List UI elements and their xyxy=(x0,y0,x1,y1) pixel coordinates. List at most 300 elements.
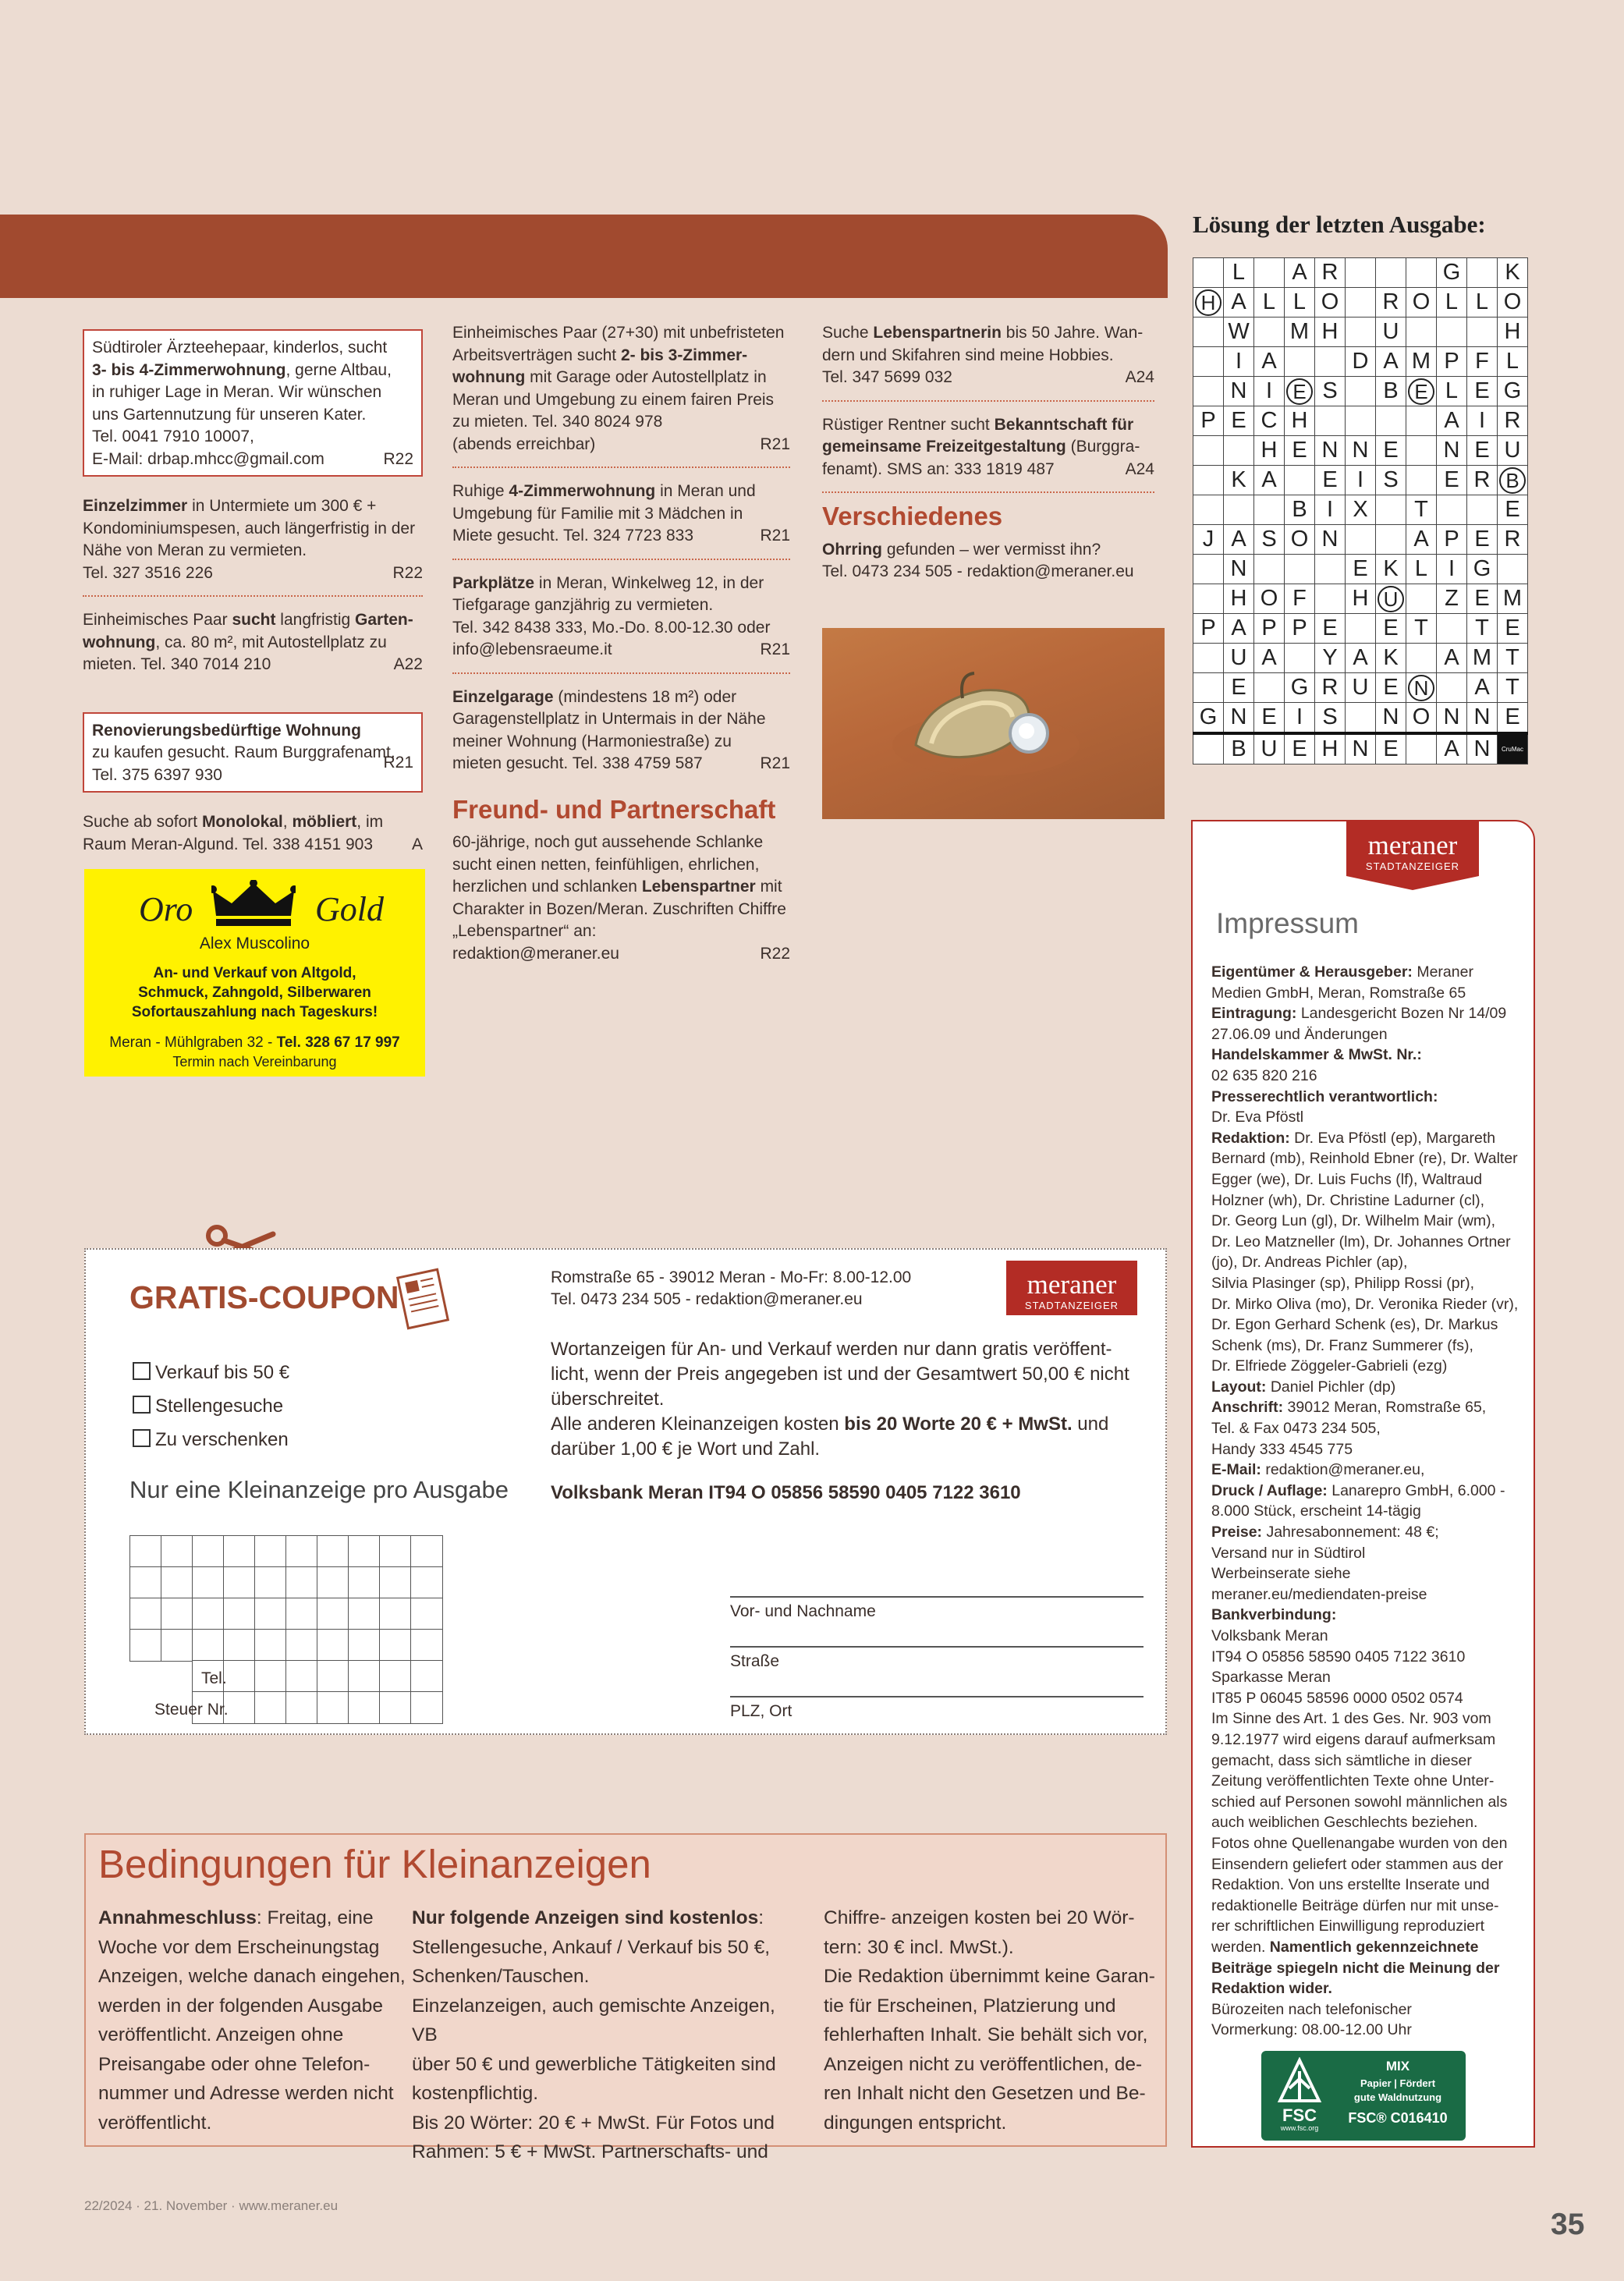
gold-termin: Termin nach Vereinbarung xyxy=(172,1054,337,1070)
crossword-cell: H xyxy=(1254,436,1285,466)
impressum-text-segment: 9.12.1977 wird eigens darauf aufmerksam xyxy=(1211,1730,1496,1748)
crossword-cell: N xyxy=(1467,703,1498,734)
coupon-tel: Tel. 0473 234 505 - redaktion@meraner.eu xyxy=(551,1290,863,1308)
crossword-cell xyxy=(1193,466,1224,495)
impressum-text-segment: Daniel Pichler (dp) xyxy=(1266,1378,1396,1396)
ad-text: in Meran, Winkelweg 12, in der xyxy=(538,573,764,592)
impressum-bold: Namentlich gekennzeichnete xyxy=(1269,1938,1479,1956)
crossword-cell xyxy=(1346,258,1376,288)
word-grid-cell[interactable] xyxy=(379,1566,412,1599)
impressum-text-segment: Dr. Elfriede Zöggeler-Gabrieli (ezg) xyxy=(1211,1357,1448,1375)
word-grid-cell[interactable] xyxy=(129,1566,162,1599)
word-grid-cell[interactable] xyxy=(317,1629,349,1662)
impressum-text-segment: Dr. Egon Gerhard Schenk (es), Dr. Markus xyxy=(1211,1316,1498,1334)
bedingungen-box xyxy=(84,1833,1167,2162)
crossword-cell: T xyxy=(1467,614,1498,644)
word-grid-cell[interactable] xyxy=(129,1535,162,1568)
word-grid-cell[interactable] xyxy=(285,1598,318,1630)
word-grid-cell[interactable] xyxy=(379,1660,412,1693)
word-grid-cell[interactable] xyxy=(348,1535,381,1568)
ad-oro-gold xyxy=(84,869,425,1077)
crossword-cell: G xyxy=(1437,258,1467,288)
crossword-cell: N xyxy=(1376,703,1406,734)
impressum-text-segment: Jahresabonnement: 48 €; xyxy=(1262,1524,1439,1541)
crossword-cell xyxy=(1285,644,1315,673)
coupon-info: licht, wenn der Preis angegeben ist und der Gesamtwert 50,00 € nicht xyxy=(551,1364,1129,1385)
impressum-text-segment: auch weiblichen Geschlechts beziehen. xyxy=(1211,1814,1478,1832)
ad-text: Einheimisches Paar (27+30) mit unbefristeten xyxy=(452,324,785,342)
word-grid-cell[interactable] xyxy=(192,1566,225,1599)
ad-text: Charakter in Bozen/Meran. Zuschriften Chiffre xyxy=(452,899,786,918)
bed-text: veröffentlicht. xyxy=(98,2112,212,2134)
word-grid-cell[interactable] xyxy=(285,1629,318,1662)
ad-text: fenamt). SMS an: 333 1819 487 xyxy=(822,459,1055,478)
crossword-cell: N xyxy=(1315,525,1346,555)
ad-ohrring xyxy=(822,539,1154,594)
gold-word-gold: Gold xyxy=(315,890,384,928)
bed-text: Rahmen: 5 € + MwSt. Partnerschafts- und xyxy=(412,2141,768,2162)
impressum-text-segment: Zeitung veröffentlichten Texte ohne Unter- xyxy=(1211,1772,1495,1790)
word-grid-cell[interactable] xyxy=(379,1535,412,1568)
crossword-cell: A xyxy=(1346,644,1376,673)
crossword-cell: E xyxy=(1224,406,1254,436)
ad-text: Umgebung für Familie mit 3 Mädchen in xyxy=(452,504,743,523)
word-grid-cell[interactable] xyxy=(223,1660,256,1693)
crossword-cell: L xyxy=(1406,555,1437,584)
crossword-cell: E xyxy=(1254,703,1285,734)
gold-line: Schmuck, Zahngold, Silberwaren xyxy=(138,984,371,1001)
crossword-cell xyxy=(1193,317,1224,347)
word-grid-cell[interactable] xyxy=(254,1598,287,1630)
plz-label: PLZ, Ort xyxy=(730,1702,792,1720)
crossword-cell: P xyxy=(1437,347,1467,377)
crossword-cell xyxy=(1285,347,1315,377)
crossword-cell: S xyxy=(1315,703,1346,734)
gold-address: Meran - Mühlgraben 32 - xyxy=(109,1034,273,1051)
impressum-text-segment: IT94 O 05856 58590 0405 7122 3610 xyxy=(1211,1648,1466,1666)
checkbox[interactable] xyxy=(133,1396,151,1414)
impressum-box xyxy=(1191,820,1535,2148)
impressum-bold: E-Mail: xyxy=(1211,1461,1261,1479)
word-grid-cell[interactable] xyxy=(192,1629,225,1662)
ad-text: Tel. 327 3516 226 xyxy=(83,563,213,582)
crossword-cell: U xyxy=(1346,673,1376,703)
word-grid-cell[interactable] xyxy=(348,1691,381,1724)
crossword-row xyxy=(1193,466,1528,495)
crossword-cell: W xyxy=(1224,317,1254,347)
name-label: Vor- und Nachname xyxy=(730,1602,876,1620)
ad-code: R21 xyxy=(760,754,790,772)
ad-text: langfristig xyxy=(280,611,351,629)
crossword-cell: K xyxy=(1224,466,1254,495)
section-title-verschiedenes: Verschiedenes xyxy=(822,502,1003,530)
crossword-cell: K xyxy=(1376,555,1406,584)
bed-text: Schenken/Tauschen. xyxy=(412,1966,590,1987)
crossword-cell: E xyxy=(1467,525,1498,555)
crossword-cell: P xyxy=(1193,614,1224,644)
crossword-cell xyxy=(1346,377,1376,406)
ad-code: A24 xyxy=(1125,459,1154,478)
impressum-text-segment: Egger (we), Dr. Luis Fuchs (lf), Waltraud xyxy=(1211,1170,1483,1188)
bed-text: Anzeigen nicht zu veröffentlichen, de- xyxy=(824,2053,1143,2075)
word-grid-cell[interactable] xyxy=(223,1629,256,1662)
crossword-cell xyxy=(1254,495,1285,525)
option-verkauf[interactable] xyxy=(133,1356,289,1389)
ad-text: Kondominiumspesen, auch längerfristig in der xyxy=(83,519,416,537)
ad-bold: Lebenspartner xyxy=(641,878,756,896)
impressum-title: Impressum xyxy=(1216,907,1359,939)
ad-lebenspartner xyxy=(452,832,790,976)
impressum-text-segment: 02 635 820 216 xyxy=(1211,1066,1317,1084)
bed-text: veröffentlicht. Anzeigen ohne xyxy=(98,2024,344,2045)
crossword-row xyxy=(1193,644,1528,673)
checkbox[interactable] xyxy=(133,1362,151,1380)
ad-bold: 4-Zimmerwohnung xyxy=(509,482,656,500)
crossword-cell: E xyxy=(1406,377,1437,406)
word-grid-cell[interactable] xyxy=(192,1535,225,1568)
impressum-text-segment: Dr. Eva Pföstl xyxy=(1211,1109,1304,1126)
crossword-row xyxy=(1193,377,1528,406)
ad-text: uns Gartennutzung für unseren Kater. xyxy=(92,405,367,424)
impressum-text-segment: Dr. Leo Matzneller (lm), Dr. Johannes Ortner xyxy=(1211,1233,1511,1250)
ad-bold: Parkplätze xyxy=(452,573,535,592)
ad-gartenwohnung xyxy=(83,609,423,700)
word-grid-cell[interactable] xyxy=(161,1598,193,1630)
crossword-cell: E xyxy=(1376,436,1406,466)
ad-text: mit xyxy=(760,878,782,896)
word-grid-cell[interactable] xyxy=(161,1566,193,1599)
impressum-bold: Bankverbindung: xyxy=(1211,1606,1337,1624)
crossword-cell: L xyxy=(1437,288,1467,317)
footer-issue: 22/2024 · 21. November · www.meraner.eu xyxy=(84,2198,339,2213)
crossword-cell: O xyxy=(1254,584,1285,614)
bed-text: : xyxy=(758,1907,764,1928)
crossword-cell: N xyxy=(1224,377,1254,406)
meraner-logo xyxy=(1346,821,1479,876)
crossword-cell: T xyxy=(1498,644,1528,673)
coupon-info: Wortanzeigen für An- und Verkauf werden nur dann gratis veröffent- xyxy=(551,1339,1112,1360)
word-grid-cell[interactable] xyxy=(254,1535,287,1568)
ad-text: dern und Skifahren sind meine Hobbies. xyxy=(822,346,1114,364)
word-grid-cell[interactable] xyxy=(317,1535,349,1568)
coupon-info: überschreitet. xyxy=(551,1389,665,1410)
checkbox[interactable] xyxy=(133,1429,151,1447)
crossword-cell xyxy=(1315,347,1346,377)
crossword-cell: I xyxy=(1467,406,1498,436)
impressum-text-segment: gemacht, dass sich sämtliche in dieser xyxy=(1211,1751,1472,1769)
bed-text: Stellengesuche, Ankauf / Verkauf bis 50 €, xyxy=(412,1936,771,1958)
crossword-cell xyxy=(1346,288,1376,317)
street-label: Straße xyxy=(730,1652,780,1670)
crossword-cell xyxy=(1193,377,1224,406)
ad-text: Nähe von Meran zu vermieten. xyxy=(83,541,307,559)
gold-line: An- und Verkauf von Altgold, xyxy=(153,965,356,981)
crossword-cell: E xyxy=(1346,555,1376,584)
crossword-row xyxy=(1193,495,1528,525)
crossword-cell: U xyxy=(1224,644,1254,673)
bed-text: kostenpflichtig. xyxy=(412,2083,539,2104)
crossword-cell xyxy=(1437,495,1467,525)
crossword-cell xyxy=(1254,555,1285,584)
crossword-cell: H xyxy=(1315,317,1346,347)
word-grid-cell[interactable] xyxy=(223,1598,256,1630)
word-grid-cell[interactable] xyxy=(254,1691,287,1724)
crossword-cell xyxy=(1254,258,1285,288)
word-grid-cell[interactable] xyxy=(192,1598,225,1630)
crossword-cell: E xyxy=(1467,377,1498,406)
word-grid-cell[interactable] xyxy=(285,1566,318,1599)
impressum-text-segment: redaktionelle Beiträge dürfen nur mit unse- xyxy=(1211,1896,1499,1914)
ad-parkplaetze xyxy=(452,573,790,674)
crossword-cell: I xyxy=(1437,555,1467,584)
crossword-cell: M xyxy=(1498,584,1528,614)
word-grid-cell[interactable] xyxy=(410,1629,443,1662)
ad-einzelzimmer xyxy=(83,495,423,597)
crossword-cell: E xyxy=(1285,733,1315,764)
ad-bold: Einzelzimmer xyxy=(83,497,188,515)
crossword-cell xyxy=(1315,584,1346,614)
impressum-text xyxy=(1211,962,1526,2041)
impressum-text-segment: Schenk (ms), Dr. Franz Summerer (fs), xyxy=(1211,1336,1473,1354)
crossword-cell xyxy=(1467,495,1498,525)
impressum-text-segment: Dr. Mirko Oliva (mo), Dr. Veronika Rieder (vr), xyxy=(1211,1295,1519,1313)
ad-text: „Lebenspartner“ an: xyxy=(452,922,597,940)
word-grid-cell[interactable] xyxy=(410,1598,443,1630)
solution-title: Lösung der letzten Ausgabe: xyxy=(1193,211,1486,238)
word-grid-cell[interactable] xyxy=(348,1598,381,1630)
word-grid-cell[interactable] xyxy=(161,1629,193,1662)
ad-text: zu mieten. Tel. 340 8024 978 xyxy=(452,413,663,431)
crossword-cell: N xyxy=(1346,733,1376,764)
bed-text: Einzelanzeigen, auch gemischte Anzeigen, VB xyxy=(412,1995,775,2045)
word-grid-cell[interactable] xyxy=(254,1629,287,1662)
crossword-cell: A xyxy=(1285,258,1315,288)
crossword-cell: A xyxy=(1437,733,1467,764)
coupon-price: bis 20 Worte 20 € + MwSt. xyxy=(844,1414,1073,1435)
ad-text: , ca. 80 m², mit Autostellplatz zu xyxy=(155,633,387,651)
word-grid-cell[interactable] xyxy=(254,1660,287,1693)
crossword-cell: A xyxy=(1254,347,1285,377)
crossword-cell: E xyxy=(1376,673,1406,703)
bed-text: nummer und Adresse werden nicht xyxy=(98,2083,394,2104)
crossword-cell xyxy=(1406,466,1437,495)
impressum-text-segment: Bürozeiten nach telefonischer xyxy=(1211,2000,1412,2018)
impressum-bold: Eintragung: xyxy=(1211,1005,1297,1023)
ad-code: R21 xyxy=(760,435,790,453)
ad-text: Meran und Umgebung zu einem fairen Preis xyxy=(452,390,775,409)
impressum-bold: Anschrift: xyxy=(1211,1399,1284,1417)
ad-text: bis 50 Jahre. Wan- xyxy=(1005,324,1144,342)
impressum-text-segment: werden. xyxy=(1211,1938,1270,1956)
bed-text: Woche vor dem Erscheinungstag xyxy=(98,1936,380,1958)
word-grid-cell[interactable] xyxy=(285,1691,318,1724)
ad-text: in Untermiete um 300 € + xyxy=(192,497,377,515)
word-entry-grid[interactable] xyxy=(129,1535,769,1722)
bed-text: ren Inhalt nicht den Gesetzen und Be- xyxy=(824,2083,1146,2104)
ad-code: R22 xyxy=(392,563,423,582)
crossword-cell: L xyxy=(1498,347,1528,377)
ad-text: gefunden – wer vermisst ihn? xyxy=(886,540,1101,559)
street-line[interactable] xyxy=(730,1646,1144,1648)
crossword-row xyxy=(1193,703,1528,734)
word-grid-cell[interactable] xyxy=(410,1691,443,1724)
ad-email: redaktion@meraner.eu xyxy=(452,944,619,963)
word-grid-cell[interactable] xyxy=(379,1629,412,1662)
crossword-cell xyxy=(1254,673,1285,703)
word-grid-cell[interactable] xyxy=(254,1566,287,1599)
ad-bold: möbliert xyxy=(292,813,357,831)
crossword-cell xyxy=(1193,347,1224,377)
crossword-cell: G xyxy=(1467,555,1498,584)
crossword-cell xyxy=(1376,258,1406,288)
crossword-cell: A xyxy=(1224,614,1254,644)
word-grid-cell[interactable] xyxy=(161,1535,193,1568)
word-grid-cell[interactable] xyxy=(379,1598,412,1630)
impressum-text-segment: Versand nur in Südtirol xyxy=(1211,1544,1366,1562)
crossword-row xyxy=(1193,347,1528,377)
crossword-row xyxy=(1193,733,1528,764)
bed-text: : Freitag, eine xyxy=(256,1907,374,1928)
word-grid-cell[interactable] xyxy=(317,1598,349,1630)
option-stellengesuche[interactable] xyxy=(133,1389,289,1423)
crossword-cell: M xyxy=(1406,347,1437,377)
gold-word-oro: Oro xyxy=(139,890,193,928)
crossword-cell: S xyxy=(1254,525,1285,555)
earring-photo xyxy=(822,628,1165,819)
bedingungen-title: Bedingungen für Kleinanzeigen xyxy=(98,1842,651,1886)
impressum-text-segment: Handy 333 4545 775 xyxy=(1211,1440,1353,1458)
crossword-cell: B xyxy=(1498,466,1528,495)
impressum-bold: Layout: xyxy=(1211,1378,1267,1396)
impressum-text-segment: schied auf Personen sowohl männlichen als xyxy=(1211,1793,1508,1811)
earring-image xyxy=(822,628,1165,819)
crossword-cell xyxy=(1193,644,1224,673)
word-grid-cell[interactable] xyxy=(348,1660,381,1693)
crossword-cell: O xyxy=(1285,525,1315,555)
ad-bold: gemeinsame Freizeitgestaltung xyxy=(822,438,1066,456)
ad-text: (abends erreichbar) xyxy=(452,435,596,453)
crossword-cell: R xyxy=(1376,288,1406,317)
crossword-cell: A xyxy=(1437,644,1467,673)
crossword-cell: U xyxy=(1254,733,1285,764)
crossword-cell xyxy=(1346,406,1376,436)
impressum-bold: Handelskammer & MwSt. Nr.: xyxy=(1211,1046,1422,1064)
ad-text: Einheimisches Paar xyxy=(83,611,228,629)
word-grid-cell[interactable] xyxy=(285,1660,318,1693)
crossword-grid xyxy=(1193,257,1528,764)
bed-text: werden in der folgenden Ausgabe xyxy=(98,1995,384,2017)
option-verschenken[interactable] xyxy=(133,1423,289,1456)
fsc-logo-text: FSC xyxy=(1282,2105,1317,2125)
word-grid-cell[interactable] xyxy=(223,1535,256,1568)
crossword-cell: P xyxy=(1285,614,1315,644)
ad-renovierung xyxy=(83,712,423,793)
ad-text: (mindestens 18 m²) oder xyxy=(558,687,737,706)
name-line[interactable] xyxy=(730,1596,1144,1598)
ad-text: Arbeitsverträgen sucht xyxy=(452,346,617,364)
impressum-bold: Redaktion: xyxy=(1211,1129,1290,1147)
word-grid-cell[interactable] xyxy=(285,1535,318,1568)
crossword-cell: E xyxy=(1285,436,1315,466)
word-grid-cell[interactable] xyxy=(317,1660,349,1693)
crossword-cell: B xyxy=(1376,377,1406,406)
crossword-cell: N xyxy=(1437,436,1467,466)
column-2 xyxy=(452,322,790,988)
crossword-cell: I xyxy=(1224,347,1254,377)
crossword-solution xyxy=(1193,257,1528,764)
word-grid-cell[interactable] xyxy=(317,1691,349,1724)
crossword-cell: I xyxy=(1254,377,1285,406)
ad-text: Südtiroler Ärzteehepaar, kinderlos, sucht xyxy=(92,339,388,357)
crossword-cell: P xyxy=(1193,406,1224,436)
ad-text: , im xyxy=(356,813,384,831)
crossword-cell: C xyxy=(1254,406,1285,436)
crossword-cell: B xyxy=(1224,733,1254,764)
crossword-cell: N xyxy=(1315,436,1346,466)
fsc-url: www.fsc.org xyxy=(1280,2124,1319,2132)
logo-sub: STADTANZEIGER xyxy=(1365,860,1460,872)
word-grid-cell[interactable] xyxy=(410,1660,443,1693)
fsc-mix: MIX xyxy=(1385,2059,1410,2073)
crossword-cell: M xyxy=(1285,317,1315,347)
ad-text: 60-jährige, noch gut aussehende Schlanke xyxy=(452,833,764,851)
word-grid-cell[interactable] xyxy=(317,1566,349,1599)
ad-text: meiner Wohnung (Harmoniestraße) zu xyxy=(452,732,732,750)
crossword-cell: H xyxy=(1285,406,1315,436)
crossword-cell xyxy=(1437,317,1467,347)
crossword-cell xyxy=(1346,317,1376,347)
crossword-cell: R xyxy=(1467,466,1498,495)
impressum-text-segment: Lanarepro GmbH, 6.000 - xyxy=(1327,1481,1505,1499)
word-grid-cell[interactable] xyxy=(410,1535,443,1568)
ad-bold: Monolokal xyxy=(201,813,283,831)
plz-line[interactable] xyxy=(730,1696,1144,1697)
word-grid-cell[interactable] xyxy=(129,1629,162,1662)
crossword-cell: R xyxy=(1498,406,1528,436)
word-grid-cell[interactable] xyxy=(348,1566,381,1599)
crossword-cell: H xyxy=(1315,733,1346,764)
ad-bekanntschaft xyxy=(822,414,1154,494)
gold-line: Sofortauszahlung nach Tageskurs! xyxy=(131,1004,378,1020)
ad-code: A22 xyxy=(393,655,423,673)
ad-code: A xyxy=(411,835,423,853)
crossword-cell xyxy=(1193,673,1224,703)
crossword-cell: E xyxy=(1376,614,1406,644)
ad-text: Tel. 0473 234 505 - redaktion@meraner.eu xyxy=(822,562,1134,580)
ad-text: Rüstiger Rentner sucht xyxy=(822,415,990,434)
ad-text: Garagenstellplatz in Untermais in der Nähe xyxy=(452,710,766,728)
word-grid-cell[interactable] xyxy=(348,1629,381,1662)
ad-text: mieten. Tel. 340 7014 210 xyxy=(83,655,271,673)
crossword-cell: U xyxy=(1376,317,1406,347)
coupon-info: Alle anderen Kleinanzeigen kosten xyxy=(551,1414,839,1435)
word-grid-cell[interactable] xyxy=(129,1598,162,1630)
crossword-cell: A xyxy=(1224,288,1254,317)
header-banner xyxy=(0,215,1168,298)
word-grid-cell[interactable] xyxy=(223,1566,256,1599)
crossword-cell: G xyxy=(1193,703,1224,734)
crossword-row xyxy=(1193,525,1528,555)
word-grid-cell[interactable] xyxy=(379,1691,412,1724)
crossword-cell: H xyxy=(1346,584,1376,614)
impressum-bold: Eigentümer & Herausgeber: xyxy=(1211,963,1413,981)
word-grid-cell[interactable] xyxy=(410,1566,443,1599)
coupon-info: darüber 1,00 € je Wort und Zahl. xyxy=(551,1438,821,1460)
fsc-label xyxy=(1261,2051,1466,2141)
crossword-cell: N xyxy=(1406,673,1437,703)
bed-text: tern: 30 € incl. MwSt.). xyxy=(824,1936,1014,1958)
ad-bold: sucht xyxy=(232,611,276,629)
